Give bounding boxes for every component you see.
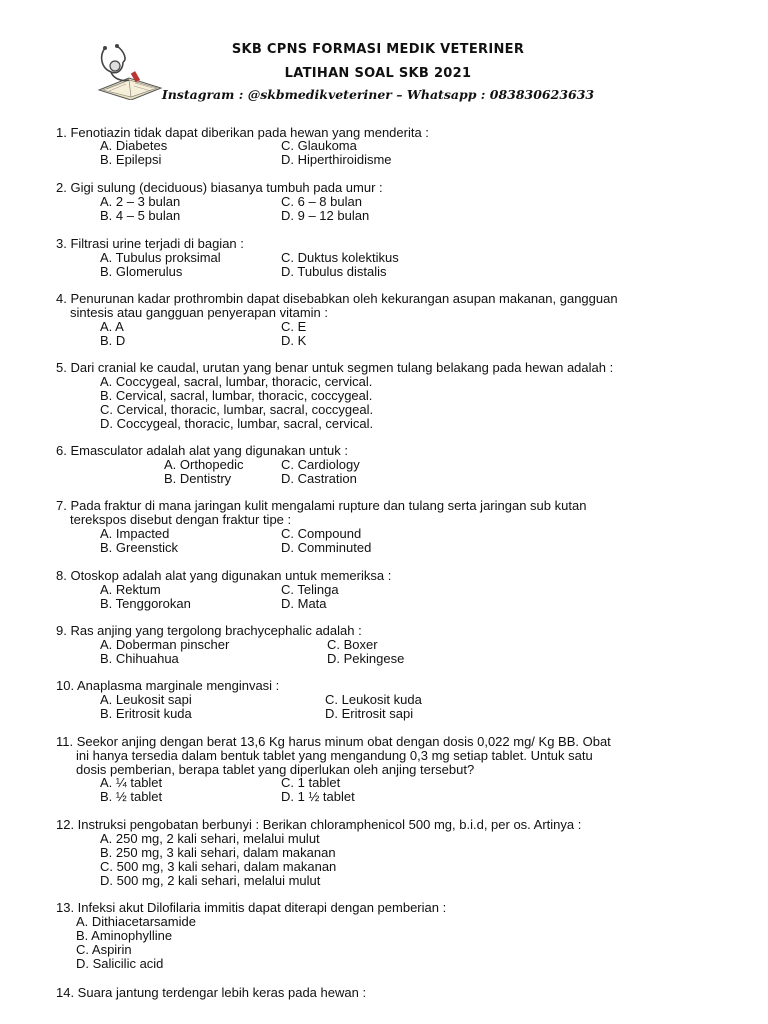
- option-4c: C. E: [281, 319, 307, 334]
- question-11-text-cont-1: ini hanya tersedia dalam bentuk tablet yang mengandung 0,3 mg setiap tablet. Untuk satu: [76, 748, 593, 763]
- option-8a: A. Rektum: [100, 582, 161, 597]
- option-9b: B. Chihuahua: [100, 651, 179, 666]
- question-11-text: 11. Seekor anjing dengan berat 13,6 Kg harus minum obat dengan dosis 0,022 mg/ Kg BB. Obat: [56, 734, 611, 749]
- option-3b: B. Glomerulus: [100, 264, 183, 279]
- option-3d: D. Tubulus distalis: [281, 264, 387, 279]
- option-10c: C. Leukosit kuda: [325, 692, 422, 707]
- option-9c: C. Boxer: [327, 637, 378, 652]
- question-11-text-cont-2: dosis pemberian, berapa tablet yang diperlukan oleh anjing tersebut?: [76, 762, 475, 777]
- option-13a: A. Dithiacetarsamide: [76, 914, 196, 929]
- question-9-text: 9. Ras anjing yang tergolong brachycephalic adalah :: [56, 623, 362, 638]
- option-1a: A. Diabetes: [100, 138, 168, 153]
- contact-line: Instagram : @skbmedikveteriner – Whatsapp : 083830623633: [161, 87, 595, 102]
- option-4b: B. D: [100, 333, 126, 348]
- question-4-text-cont: sintesis atau gangguan penyerapan vitamin :: [70, 305, 329, 320]
- option-13d: D. Salicilic acid: [76, 956, 164, 971]
- question-5-text: 5. Dari cranial ke caudal, urutan yang benar untuk segmen tulang belakang pada hewan adalah :: [56, 360, 614, 375]
- option-6c: C. Cardiology: [281, 457, 360, 472]
- option-3c: C. Duktus kolektikus: [281, 250, 399, 265]
- question-6-text: 6. Emasculator adalah alat yang digunakan untuk :: [56, 443, 348, 458]
- option-12b: B. 250 mg, 3 kali sehari, dalam makanan: [100, 845, 336, 860]
- option-2b: B. 4 – 5 bulan: [100, 208, 181, 223]
- option-8b: B. Tenggorokan: [100, 596, 191, 611]
- option-11c: C. 1 tablet: [281, 775, 341, 790]
- option-9a: A. Doberman pinscher: [100, 637, 230, 652]
- question-7-text-cont: terekspos disebut dengan fraktur tipe :: [70, 512, 292, 527]
- option-12a: A. 250 mg, 2 kali sehari, melalui mulut: [100, 831, 320, 846]
- document-subtitle: LATIHAN SOAL SKB 2021: [284, 66, 472, 81]
- option-7d: D. Comminuted: [281, 540, 372, 555]
- option-4a: A. A: [100, 319, 124, 334]
- option-11b: B. ½ tablet: [100, 789, 163, 804]
- question-14-text: 14. Suara jantung terdengar lebih keras pada hewan :: [56, 985, 367, 1000]
- question-2-text: 2. Gigi sulung (deciduous) biasanya tumbuh pada umur :: [56, 180, 383, 195]
- option-10b: B. Eritrosit kuda: [100, 706, 192, 721]
- question-12-text: 12. Instruksi pengobatan berbunyi : Berikan chloramphenicol 500 mg, b.i.d, per os. Artinya :: [56, 817, 582, 832]
- option-10d: D. Eritrosit sapi: [325, 706, 414, 721]
- question-8-text: 8. Otoskop adalah alat yang digunakan untuk memeriksa :: [56, 568, 392, 583]
- option-13b: B. Aminophylline: [76, 928, 173, 943]
- option-11d: D. 1 ½ tablet: [281, 789, 355, 804]
- document-title: SKB CPNS FORMASI MEDIK VETERINER: [231, 42, 525, 57]
- option-1c: C. Glaukoma: [281, 138, 357, 153]
- option-1b: B. Epilepsi: [100, 152, 162, 167]
- option-7c: C. Compound: [281, 526, 362, 541]
- option-4d: D. K: [281, 333, 307, 348]
- option-5d: D. Coccygeal, thoracic, lumbar, sacral, cervical.: [100, 416, 374, 431]
- option-10a: A. Leukosit sapi: [100, 692, 192, 707]
- option-1d: D. Hiperthiroidisme: [281, 152, 392, 167]
- option-11a: A. ¼ tablet: [100, 775, 163, 790]
- question-10-text: 10. Anaplasma marginale menginvasi :: [56, 678, 280, 693]
- option-12c: C. 500 mg, 3 kali sehari, dalam makanan: [100, 859, 337, 874]
- option-5c: C. Cervical, thoracic, lumbar, sacral, coccygeal.: [100, 402, 374, 417]
- question-4-text: 4. Penurunan kadar prothrombin dapat disebabkan oleh kekurangan asupan makanan, gangguan: [56, 291, 618, 306]
- option-6b: B. Dentistry: [164, 471, 232, 486]
- option-6a: A. Orthopedic: [164, 457, 244, 472]
- option-5b: B. Cervical, sacral, lumbar, thoracic, coccygeal.: [100, 388, 373, 403]
- question-1-text: 1. Fenotiazin tidak dapat diberikan pada hewan yang menderita :: [56, 125, 429, 140]
- option-9d: D. Pekingese: [327, 651, 405, 666]
- option-2d: D. 9 – 12 bulan: [281, 208, 370, 223]
- option-7a: A. Impacted: [100, 526, 170, 541]
- option-2a: A. 2 – 3 bulan: [100, 194, 181, 209]
- option-2c: C. 6 – 8 bulan: [281, 194, 362, 209]
- option-12d: D. 500 mg, 2 kali sehari, melalui mulut: [100, 873, 321, 888]
- option-8d: D. Mata: [281, 596, 327, 611]
- option-6d: D. Castration: [281, 471, 357, 486]
- option-8c: C. Telinga: [281, 582, 339, 597]
- question-13-text: 13. Infeksi akut Dilofilaria immitis dapat diterapi dengan pemberian :: [56, 900, 447, 915]
- option-3a: A. Tubulus proksimal: [100, 250, 221, 265]
- option-13c: C. Aspirin: [76, 942, 132, 957]
- question-7-text: 7. Pada fraktur di mana jaringan kulit mengalami rupture dan tulang serta jaringan sub kutan: [56, 498, 587, 513]
- option-7b: B. Greenstick: [100, 540, 179, 555]
- question-3-text: 3. Filtrasi urine terjadi di bagian :: [56, 236, 244, 251]
- option-5a: A. Coccygeal, sacral, lumbar, thoracic, cervical.: [100, 374, 373, 389]
